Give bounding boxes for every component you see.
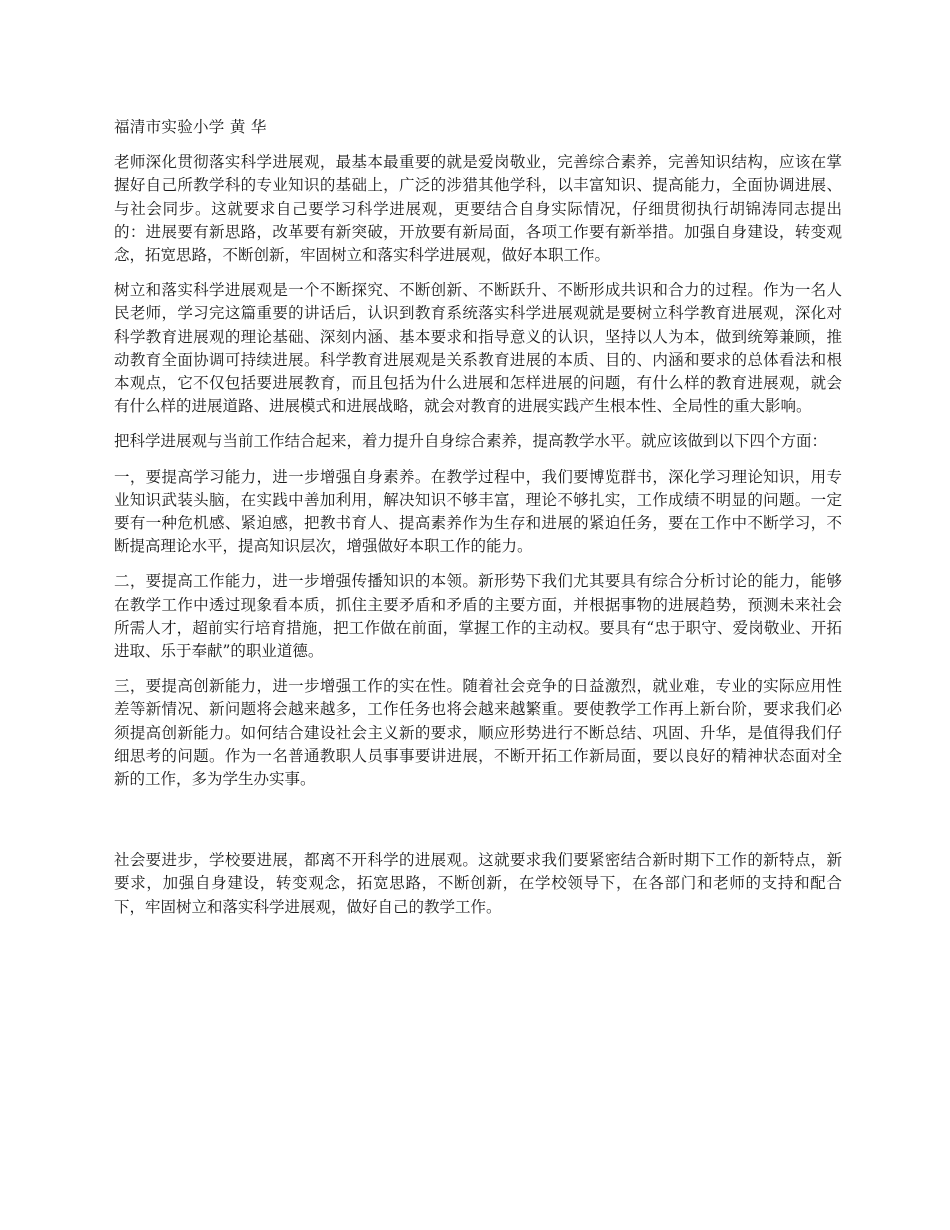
paragraph-7: 社会要进步，学校要进展，都离不开科学的进展观。这就要求我们要紧密结合新时期下工作的新特点，新要求，加强自身建设，转变观念，拓宽思路，不断创新，在学校领导下，在各部门和老师的支持和配合下，牢固树立和落实科学进展观，做好自己的教学工作。 — [114, 851, 842, 916]
paragraph-3: 把科学进展观与当前工作结合起来，着力提升自身综合素养，提高教学水平。就应该做到以下四个方面： — [114, 432, 828, 451]
paragraph-4: 一，要提高学习能力，进一步增强自身素养。在教学过程中，我们要博览群书，深化学习理论知识，用专业知识武装头脑，在实践中善加利用，解决知识不够丰富，理论不够扎实，工作成绩不明显的问题。一定要有一种危机感、紧迫感，把教书育人、提高素养作为生存和进展的紧迫任务，要在工作中不断学习，不断提高理论水平，提高知识层次，增强做好本职工作的能力。 — [114, 467, 842, 556]
document-body — [114, 116, 842, 931]
paragraph-6: 三，要提高创新能力，进一步增强工作的实在性。随着社会竞争的日益激烈，就业难，专业的实际应用性差等新情况、新问题将会越来越多，工作任务也将会越来越繁重。要使教学工作再上新台阶，要求我们必须提高创新能力。如何结合建设社会主义新的要求，顺应形势进行不断总结、巩固、升华，是值得我们仔细思考的问题。作为一名普通教职人员事事要讲进展，不断开拓工作新局面，要以良好的精神状态面对全新的工作，多为学生办实事。 — [114, 677, 842, 789]
author-line: 福清市实验小学 黄 华 — [114, 118, 267, 136]
blank-spacer — [114, 803, 842, 849]
paragraph-2: 树立和落实科学进展观是一个不断探究、不断创新、不断跃升、不断形成共识和合力的过程。作为一名人民老师，学习完这篇重要的讲话后，认识到教育系统落实科学进展观就是要树立科学教育进展观，深化对科学教育进展观的理论基础、深刻内涵、基本要求和指导意义的认识，坚持以人为本，做到统筹兼顾，推动教育全面协调可持续进展。科学教育进展观是关系教育进展的本质、目的、内涵和要求的总体看法和根本观点，它不仅包括要进展教育，而且包括为什么进展和怎样进展的问题，有什么样的教育进展观，就会有什么样的进展道路、进展模式和进展战略，就会对教育的进展实践产生根本性、全局性的重大影响。 — [114, 281, 842, 416]
paragraph-1: 老师深化贯彻落实科学进展观，最基本最重要的就是爱岗敬业，完善综合素养，完善知识结构，应该在掌握好自己所教学科的专业知识的基础上，广泛的涉猎其他学科，以丰富知识、提高能力，全面协调进展、与社会同步。这就要求自己要学习科学进展观，更要结合自身实际情况，仔细贯彻执行胡锦涛同志提出的：进展要有新思路，改革要有新突破，开放要有新局面，各项工作要有新举措。加强自身建设，转变观念，拓宽思路，不断创新，牢固树立和落实科学进展观，做好本职工作。 — [114, 153, 842, 265]
paragraph-5: 二，要提高工作能力，进一步增强传播知识的本领。新形势下我们尤其要具有综合分析讨论的能力，能够在教学工作中透过现象看本质，抓住主要矛盾和矛盾的主要方面，并根据事物的进展趋势，预测未来社会所需人才，超前实行培育措施，把工作做在前面，掌握工作的主动权。要具有“忠于职守、爱岗敬业、开拓进取、乐于奉献”的职业道德。 — [114, 572, 842, 661]
